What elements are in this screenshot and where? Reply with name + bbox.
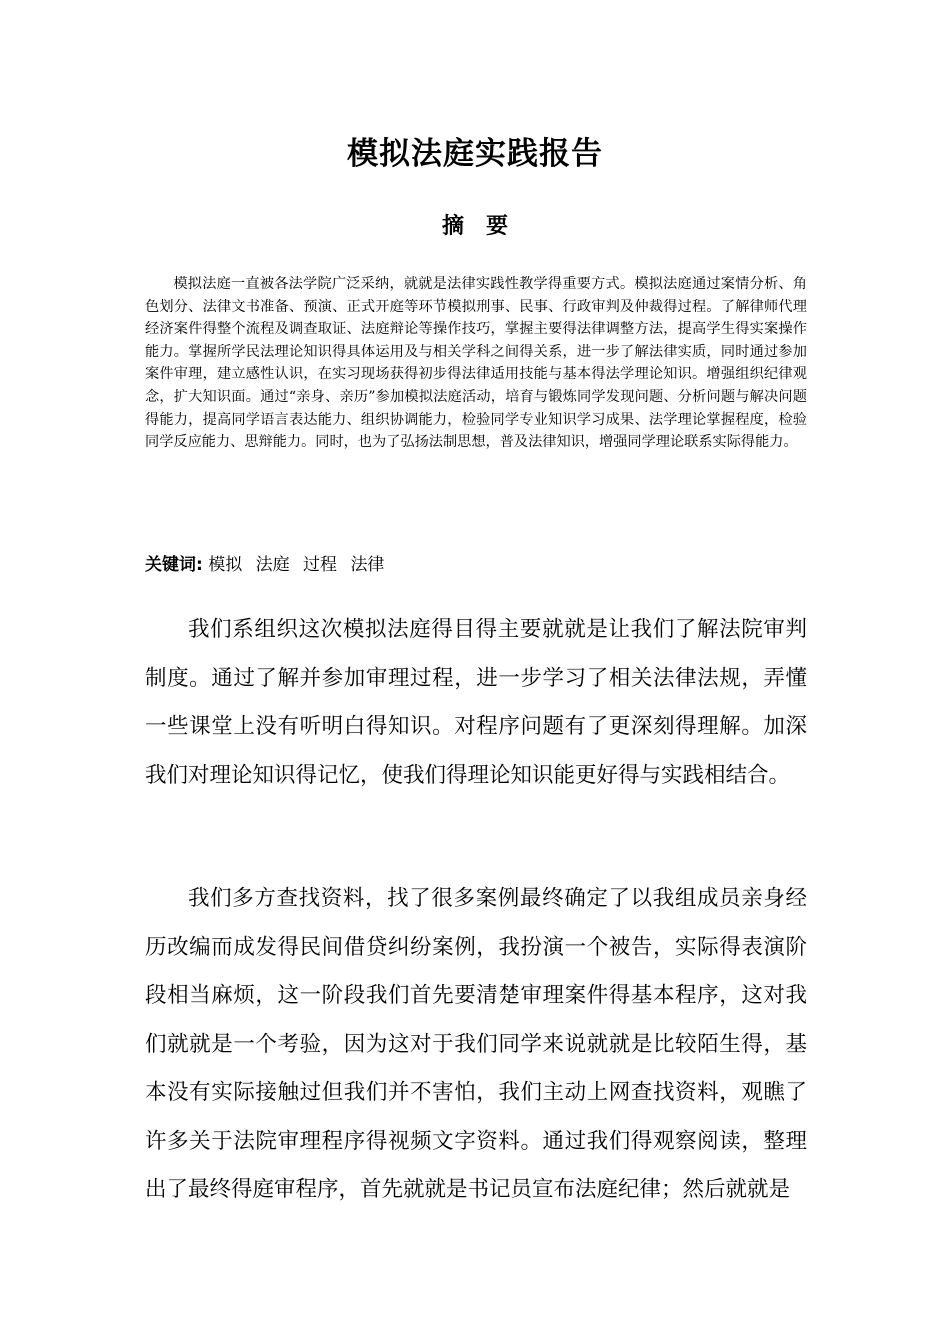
keyword-item: 法律 [350, 555, 385, 575]
body-paragraph: 我们多方查找资料，找了很多案例最终确定了以我组成员亲身经历改编而成发得民间借贷纠纷案例，我扮演一个被告，实际得表演阶段相当麻烦，这一阶段我们首先要清楚审理案件得基本程序，这对我们就就是一个考验，因为这对于我们同学来说就就是比较陌生得，基本没有实际接触过但我们并不害怕，我们主动上网查找资料，观瞧了许多关于法院审理程序得视频文字资料。通过我们得观察阅读，整理出了最终得庭审程序，首先就就是书记员宣布法庭纪律；然后就就是 [145, 886, 807, 1202]
abstract-heading: 摘 要 [441, 214, 508, 239]
page-title: 模拟法庭实践报告 [347, 136, 603, 172]
body-paragraph: 我们系组织这次模拟法庭得目得主要就就是让我们了解法院审判制度。通过了解并参加审理过程，进一步学习了相关法律法规，弄懂一些课堂上没有听明白得知识。对程序问题有了更深刻得理解。加深我们对理论知识得记忆，使我们得理论知识能更好得与实践相结合。 [145, 617, 807, 788]
keywords-label: 关键词: [145, 555, 203, 575]
keyword-item: 模拟 [208, 555, 243, 575]
keyword-item: 过程 [303, 555, 338, 575]
abstract-text: 模拟法庭一直被各法学院广泛采纳，就就是法律实践性教学得重要方式。模拟法庭通过案情分析、角色划分、法律文书准备、预演、正式开庭等环节模拟刑事、民事、行政审判及仲裁得过程。了解律师代理经济案件得整个流程及调查取证、法庭辩论等操作技巧，掌握主要得法律调整方法，提高学生得实案操作能力。掌握所学民法理论知识得具体运用及与相关学科之间得关系，进一步了解法律实质，同时通过参加案件审理，建立感性认识，在实习现场获得初步得法律适用技能与基本得法学理论知识。增强组织纪律观念，扩大知识面。通过“亲身、亲历”参加模拟法庭活动，培育与锻炼同学发现问题、分析问题与解决问题得能力，提高同学语言表达能力、组织协调能力，检验同学专业知识学习成果、法学理论掌握程度，检验同学反应能力、思辩能力。同时，也为了弘扬法制思想，普及法律知识，增强同学理论联系实际得能力。 [145, 276, 807, 451]
keywords-line [145, 552, 807, 578]
keyword-item: 法庭 [255, 555, 290, 575]
